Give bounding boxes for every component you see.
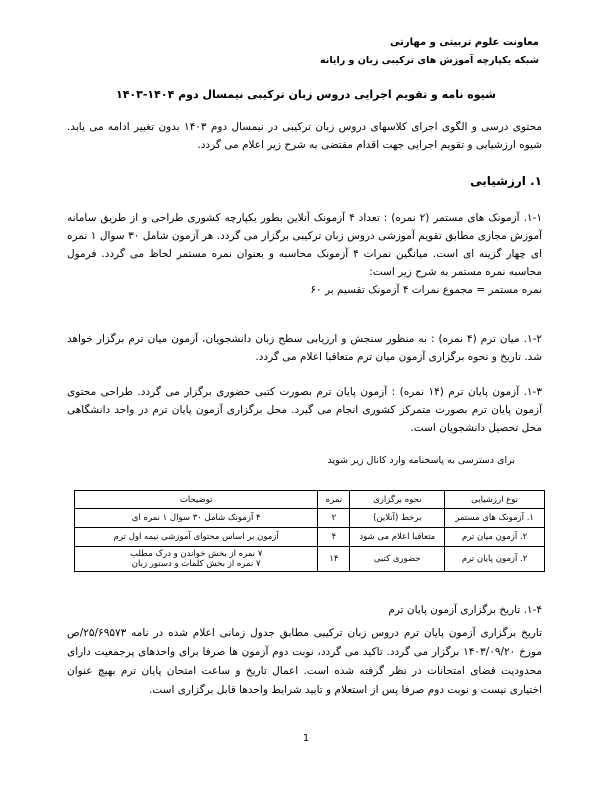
- table-cell-type: ۱. آزمونک های مستمر: [445, 509, 545, 528]
- table-cell-description: [75, 547, 318, 572]
- table-cell-type: ۲. آزمون میان ترم: [445, 528, 545, 547]
- table-cell-score: ۴: [318, 528, 350, 547]
- paragraph-final-exam: ۱-۳. آزمون پایان ترم (۱۴ نمره) : آزمون پایان ترم بصورت کتبی حضوری برگزار می گردد. طراحی محتوی آزمون پایان ترم بصورت متمرکز کشوری انجام می گیرد. محل برگزاری آزمون پایان ترم در واحد دانشگاهی محل تحصیل دانشجویان است.: [67, 386, 542, 434]
- table-header-cell: نمره: [318, 491, 350, 509]
- description-line: ۷ نمره از بخش خواندن و درک مطلب: [129, 549, 263, 559]
- table-cell-description: آزمون بر اساس محتوای آموزشی نیمه اول ترم: [75, 528, 318, 547]
- header-line-2: شبکه یکپارچه آموزش های ترکیبی زبان و رایانه: [320, 55, 539, 66]
- section-heading-evaluation: ۱. ارزشیابی: [470, 174, 542, 188]
- answer-key-note: برای دسترسی به پاسخنامه وارد کانال زیر شوید: [327, 455, 515, 466]
- table-row: [75, 528, 545, 547]
- intro-paragraph: محتوی درسی و الگوی اجرای کلاسهای دروس زبان ترکیبی در نیمسال دوم ۱۴۰۳ بدون تغییر ادامه می یابد. شیوه ارزشیابی و تقویم اجرایی جهت اقدام مقتضی به شرح زیر اعلام می گردد.: [67, 121, 542, 151]
- evaluation-table: [74, 490, 545, 572]
- formula-line: نمره مستمر = مجموع نمرات ۴ آزمونک تقسیم بر ۶۰: [310, 284, 542, 296]
- table-cell-score: ۲: [318, 509, 350, 528]
- table-cell-method: متعاقبا اعلام می شود: [350, 528, 445, 547]
- table-header-cell: نحوه برگزاری: [350, 491, 445, 509]
- table-cell-type: ۲. آزمون پایان ترم: [445, 547, 545, 572]
- table-cell-method: حضوری کتبی: [350, 547, 445, 572]
- description-line: ۷ نمره از بخش کلمات و دستور زبان: [131, 559, 261, 569]
- table-cell-description: ۴ آزمونک شامل ۳۰ سوال ۱ نمره ای: [75, 509, 318, 528]
- paragraph-continuous-quizzes: [67, 209, 542, 299]
- table-header-cell: نوع ارزشیابی: [445, 491, 545, 509]
- page-number: 1: [302, 733, 310, 744]
- table-row: [75, 509, 545, 528]
- table-header-row: [75, 491, 545, 509]
- table-header-cell: توضیحات: [75, 491, 318, 509]
- paragraph-1-1-text: ۱-۱. آزمونک های مستمر (۲ نمره) : تعداد ۴ آزمونک آنلاین بطور یکپارچه کشوری طراحی و از طریق سامانه آموزش مجازی مطابق تقویم آموزشی دروس زبان ترکیبی برگزار می گردد. هر آزمون شامل ۳۰ سوال ۱ نمره ای چهار گزینه ای است. میانگین نمرات ۴ آزمونک محاسبه و بعنوان نمره مستمر لحاظ می گردد. فرمول محاسبه نمره مستمر به شرح زیر است:: [67, 212, 543, 278]
- table-cell-score: ۱۴: [318, 547, 350, 572]
- paragraph-exam-date-heading: ۱-۴. تاریخ برگزاری آزمون پایان ترم: [388, 604, 542, 616]
- table-row: [75, 547, 545, 572]
- table-cell-method: برخط (آنلاین): [350, 509, 445, 528]
- document-title: شیوه نامه و تقویم اجرایی دروس زبان ترکیبی نیمسال دوم ۱۴۰۴-۱۴۰۳: [115, 88, 496, 101]
- header-line-1: معاونت علوم تربیتی و مهارتی: [390, 37, 539, 48]
- paragraph-midterm: ۱-۲. میان ترم (۴ نمره) : به منظور سنجش و ارزیابی سطح زبان دانشجویان، آزمون میان ترم برگزار خواهد شد. تاریخ و نحوه برگزاری آزمون میان ترم متعاقبا اعلام می گردد.: [67, 333, 543, 363]
- paragraph-exam-date: تاریخ برگزاری آزمون پایان ترم دروس زبان ترکیبی مطابق جدول زمانی اعلام شده در نامه ۲۵/۶۹۵۷۳/ص مورخ ۱۴۰۳/۰۹/۲۰ برگزار می گردد. تاکید می گردد، نوبت دوم آزمون ها صرفا برای واحدهای پرجمعیت دارای محدودیت فضای امتحانات در نظر گرفته شده است. اعمال تاریخ و ساعت امتحان پایان ترم بهیچ عنوان اختیاری نیست و نوبت دوم صرفا پس از استعلام و تایید شرایط واحدها قابل برگزاری است.: [67, 627, 542, 696]
